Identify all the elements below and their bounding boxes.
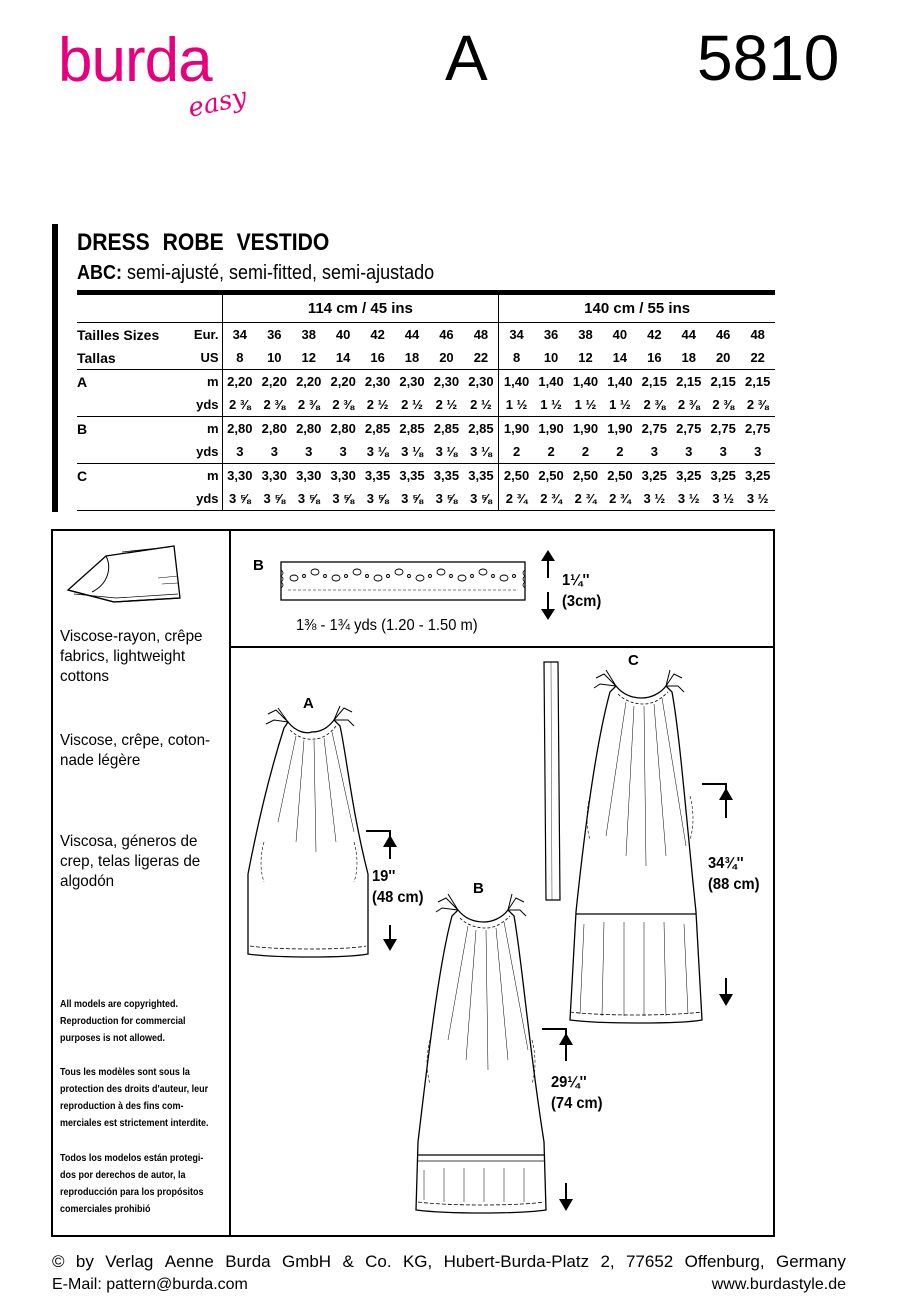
us-size-cell: 18 — [395, 346, 429, 370]
footer-word: Germany — [775, 1252, 846, 1271]
us-size-cell: 12 — [568, 346, 602, 370]
meters-cell: 2,15 — [641, 374, 667, 389]
eur-size-cell: 44 — [681, 327, 696, 342]
view-c-length-cm: (88 cm) — [708, 876, 760, 893]
eur-size-cell: 36 — [267, 327, 282, 342]
us-size-cell: 20 — [429, 346, 463, 370]
yards-cell: 2 ⅜ — [740, 393, 775, 417]
yards-cell: 3 ½ — [706, 487, 740, 511]
footer-email: E-Mail: pattern@burda.com — [52, 1276, 248, 1293]
view-b-label: B — [473, 880, 484, 897]
yards-cell: 3 — [292, 440, 326, 464]
yards-cell: 1 ½ — [499, 393, 534, 417]
meters-cell: 1,90 — [503, 421, 530, 436]
meters-cell: 2,50 — [572, 468, 599, 483]
fabric-text-en: Viscose-rayon, crêpe fabrics, lightweight cottons — [60, 628, 203, 685]
unit-m-label: m — [189, 370, 222, 394]
footer-word: & — [342, 1252, 354, 1271]
us-size-cell: 20 — [706, 346, 740, 370]
yards-cell: 2 — [534, 440, 568, 464]
unit-m-label: m — [189, 417, 222, 441]
meters-cell: 3,30 — [296, 468, 322, 483]
us-size-cell: 14 — [603, 346, 637, 370]
unit-m-label: m — [189, 464, 222, 488]
meters-cell: 3,35 — [399, 468, 425, 483]
fabric-width-114: 114 cm / 45 ins — [222, 293, 499, 323]
yards-cell: 2 — [603, 440, 637, 464]
sizes-label-es: Tallas — [77, 346, 189, 370]
meters-cell: 2,80 — [296, 421, 322, 436]
fabric-text-fr: Viscose, crêpe, coton-nade légère — [60, 732, 211, 769]
view-row-spacer — [77, 440, 189, 464]
yards-cell: 3 ⅝ — [395, 487, 429, 511]
box-divider-horizontal — [229, 646, 775, 648]
yards-cell: 2 ⅜ — [637, 393, 671, 417]
yards-cell: 3 ⅝ — [222, 487, 257, 511]
meters-cell: 2,75 — [745, 421, 771, 436]
footer-word: by — [75, 1252, 94, 1271]
yards-cell: 3 — [326, 440, 360, 464]
eur-size-cell: 40 — [612, 327, 628, 342]
meters-cell: 2,15 — [676, 374, 702, 389]
us-label: US — [189, 346, 222, 370]
meters-cell: 2,75 — [641, 421, 667, 436]
meters-cell: 3,30 — [261, 468, 287, 483]
yards-cell: 3 — [740, 440, 775, 464]
yards-cell: 2 ⅜ — [257, 393, 291, 417]
yards-cell: 2 ¾ — [603, 487, 637, 511]
meters-cell: 2,75 — [710, 421, 736, 436]
view-row-spacer — [77, 393, 189, 417]
unit-yds-label: yds — [189, 487, 222, 511]
yards-cell: 3 ⅛ — [395, 440, 429, 464]
yards-cell: 1 ½ — [603, 393, 637, 417]
yards-cell: 3 ⅛ — [464, 440, 499, 464]
footer-word: Aenne — [164, 1252, 214, 1271]
footer-word: Verlag — [105, 1252, 154, 1271]
meters-cell: 2,15 — [710, 374, 736, 389]
meters-cell: 3,25 — [745, 468, 771, 483]
sizes-label: Tailles Sizes — [77, 326, 160, 343]
brand-logo: burda — [58, 26, 212, 95]
meters-cell: 3,25 — [641, 468, 667, 483]
view-c-length-arrows — [700, 780, 740, 1012]
yards-cell: 3 ½ — [672, 487, 706, 511]
yards-cell: 2 ¾ — [568, 487, 602, 511]
us-size-cell: 10 — [534, 346, 568, 370]
fit-text: semi-ajusté, semi-fitted, semi-ajustado — [127, 262, 435, 284]
view-row-label: A — [77, 373, 88, 390]
meters-cell: 2,80 — [330, 421, 356, 436]
meters-cell: 2,20 — [330, 374, 356, 389]
yards-cell: 2 ¾ — [499, 487, 534, 511]
meters-cell: 1,90 — [572, 421, 599, 436]
view-b-length-cm: (74 cm) — [551, 1095, 603, 1112]
yards-cell: 2 ⅜ — [222, 393, 257, 417]
pattern-number: 5810 — [697, 22, 840, 94]
meters-cell: 2,80 — [227, 421, 253, 436]
yards-cell: 3 — [257, 440, 291, 464]
us-size-cell: 8 — [222, 346, 257, 370]
eur-size-cell: 44 — [404, 327, 420, 342]
yards-cell: 3 ⅝ — [464, 487, 499, 511]
box-divider-vertical — [229, 529, 231, 1237]
fabric-roll-icon — [62, 538, 182, 608]
meters-cell: 2,85 — [364, 421, 391, 436]
eur-size-cell: 42 — [647, 327, 662, 342]
table-corner — [77, 293, 189, 323]
yards-cell: 3 ⅝ — [257, 487, 291, 511]
yardage-table — [77, 290, 775, 511]
eur-size-cell: 38 — [578, 327, 593, 342]
yards-cell: 2 ⅜ — [326, 393, 360, 417]
footer-word: 2, — [600, 1252, 615, 1271]
meters-cell: 2,30 — [433, 374, 460, 389]
yards-cell: 3 — [706, 440, 740, 464]
yards-cell: 3 ⅝ — [429, 487, 463, 511]
meters-cell: 3,35 — [433, 468, 460, 483]
dress-view-a-drawing — [236, 692, 376, 962]
eur-size-cell: 34 — [509, 327, 524, 342]
yards-cell: 3 ½ — [740, 487, 775, 511]
dress-view-c-drawing — [540, 656, 710, 1026]
us-size-cell: 18 — [672, 346, 706, 370]
fabric-text-es: Viscosa, géneros de crep, telas ligeras de algodón — [60, 833, 201, 890]
yards-cell: 3 ⅝ — [326, 487, 360, 511]
meters-cell: 3,35 — [464, 464, 499, 488]
us-size-cell: 22 — [740, 346, 775, 370]
yards-cell: 3 ⅛ — [429, 440, 463, 464]
meters-cell: 3,25 — [676, 468, 702, 483]
eyelet-trim-drawing — [278, 560, 528, 604]
view-b-length-in: 29¼'' — [551, 1074, 587, 1091]
footer-word: Offenburg, — [684, 1252, 765, 1271]
meters-cell: 2,20 — [261, 374, 287, 389]
meters-cell: 2,30 — [399, 374, 425, 389]
meters-cell: 3,30 — [227, 468, 253, 483]
brand-logo-sub: easy — [185, 82, 250, 124]
us-size-cell: 16 — [360, 346, 394, 370]
view-a-length-in: 19'' — [372, 868, 396, 885]
yards-cell: 1 ½ — [534, 393, 568, 417]
yards-cell: 2 — [499, 440, 534, 464]
meters-cell: 2,85 — [433, 421, 460, 436]
meters-cell: 2,85 — [399, 421, 425, 436]
trim-width-cm: (3cm) — [562, 593, 602, 610]
meters-cell: 1,90 — [538, 421, 564, 436]
eur-label: Eur. — [189, 323, 222, 347]
eur-size-cell: 48 — [464, 323, 499, 347]
eur-size-cell: 36 — [543, 327, 559, 342]
views-label: ABC: — [77, 262, 122, 284]
trim-width-in: 1¼'' — [562, 572, 590, 589]
view-row-label: B — [77, 420, 88, 437]
view-a-label: A — [303, 695, 314, 712]
view-a-length-cm: (48 cm) — [372, 889, 424, 906]
yards-cell: 2 ½ — [360, 393, 394, 417]
yards-cell: 3 ⅝ — [292, 487, 326, 511]
view-row-spacer — [77, 487, 189, 511]
dress-view-b-drawing — [408, 880, 558, 1220]
footer-copyright — [52, 1252, 846, 1272]
meters-cell: 2,85 — [464, 417, 499, 441]
unit-yds-label: yds — [189, 440, 222, 464]
garment-title: DRESS ROBE VESTIDO — [77, 229, 330, 256]
fabric-width-140: 140 cm / 55 ins — [499, 293, 775, 323]
legal-text-fr: Tous les modèles sont sous la protection des droits d'auteur, leur reproduction à des fins com-merciales est strictement interdite. — [60, 1067, 209, 1129]
meters-cell: 2,50 — [503, 468, 530, 483]
yards-cell: 3 ½ — [637, 487, 671, 511]
meters-cell: 3,35 — [364, 468, 391, 483]
footer-word: GmbH — [281, 1252, 332, 1271]
view-c-label: C — [628, 652, 639, 669]
meters-cell: 3,25 — [710, 468, 736, 483]
trim-width-arrows — [536, 548, 560, 624]
meters-cell: 2,50 — [607, 468, 633, 483]
eur-size-cell: 42 — [370, 327, 385, 342]
meters-cell: 2,15 — [745, 374, 771, 389]
footer-word: KG, — [402, 1252, 433, 1271]
table-corner-unit — [189, 293, 222, 323]
yards-cell: 2 ⅜ — [706, 393, 740, 417]
legal-text-en: All models are copyrighted. Reproduction for commercial purposes is not allowed. — [60, 999, 186, 1044]
eur-size-cell: 34 — [232, 327, 248, 342]
eur-size-cell: 46 — [439, 327, 454, 342]
view-b-length-arrows — [540, 1025, 580, 1217]
yards-cell: 2 ¾ — [534, 487, 568, 511]
meters-cell: 2,20 — [296, 374, 322, 389]
meters-cell: 1,40 — [538, 374, 564, 389]
footer-word: Co. — [365, 1252, 392, 1271]
meters-cell: 1,40 — [503, 374, 530, 389]
legal-text-es: Todos los modelos están protegi-dos por derechos de autor, la reproducción para los propósitos comerciales prohibió — [60, 1153, 204, 1215]
us-size-cell: 12 — [292, 346, 326, 370]
meters-cell: 2,20 — [227, 374, 253, 389]
meters-cell: 2,30 — [464, 370, 499, 394]
meters-cell: 2,30 — [364, 374, 391, 389]
view-row-label: C — [77, 467, 88, 484]
yards-cell: 2 ⅜ — [672, 393, 706, 417]
meters-cell: 3,30 — [330, 468, 356, 483]
notion-label: B — [253, 557, 264, 574]
unit-yds-label: yds — [189, 393, 222, 417]
meters-cell: 1,40 — [572, 374, 599, 389]
yards-cell: 1 ½ — [568, 393, 602, 417]
title-bar — [52, 224, 58, 512]
trim-length: 1⅜ - 1¾ yds (1.20 - 1.50 m) — [296, 617, 478, 634]
yards-cell: 2 ⅜ — [292, 393, 326, 417]
yards-cell: 2 ½ — [395, 393, 429, 417]
yards-cell: 3 — [222, 440, 257, 464]
eur-size-cell: 38 — [301, 327, 316, 342]
view-c-length-in: 34¾'' — [708, 855, 744, 872]
meters-cell: 2,75 — [676, 421, 702, 436]
fit-subtitle — [77, 262, 434, 285]
eur-size-cell: 40 — [335, 327, 351, 342]
yards-cell: 2 ½ — [429, 393, 463, 417]
view-letter: A — [445, 22, 488, 94]
us-size-cell: 16 — [637, 346, 671, 370]
us-size-cell: 14 — [326, 346, 360, 370]
eur-size-cell: 48 — [750, 327, 765, 342]
footer-website: www.burdastyle.de — [711, 1276, 846, 1293]
eur-size-cell: 46 — [715, 327, 731, 342]
us-size-cell: 10 — [257, 346, 291, 370]
meters-cell: 2,80 — [261, 421, 287, 436]
yards-cell: 2 ½ — [464, 393, 499, 417]
us-size-cell: 22 — [464, 346, 499, 370]
yards-cell: 3 ⅝ — [360, 487, 394, 511]
yards-cell: 2 — [568, 440, 602, 464]
us-size-cell: 8 — [499, 346, 534, 370]
meters-cell: 1,90 — [607, 421, 633, 436]
yards-cell: 3 — [637, 440, 671, 464]
yards-cell: 3 — [672, 440, 706, 464]
meters-cell: 2,50 — [538, 468, 564, 483]
footer-word: Hubert-Burda-Platz — [443, 1252, 590, 1271]
yards-cell: 3 ⅛ — [360, 440, 394, 464]
footer-word: 77652 — [625, 1252, 674, 1271]
meters-cell: 1,40 — [607, 374, 633, 389]
footer-word: Burda — [225, 1252, 271, 1271]
footer-word: © — [52, 1252, 65, 1271]
